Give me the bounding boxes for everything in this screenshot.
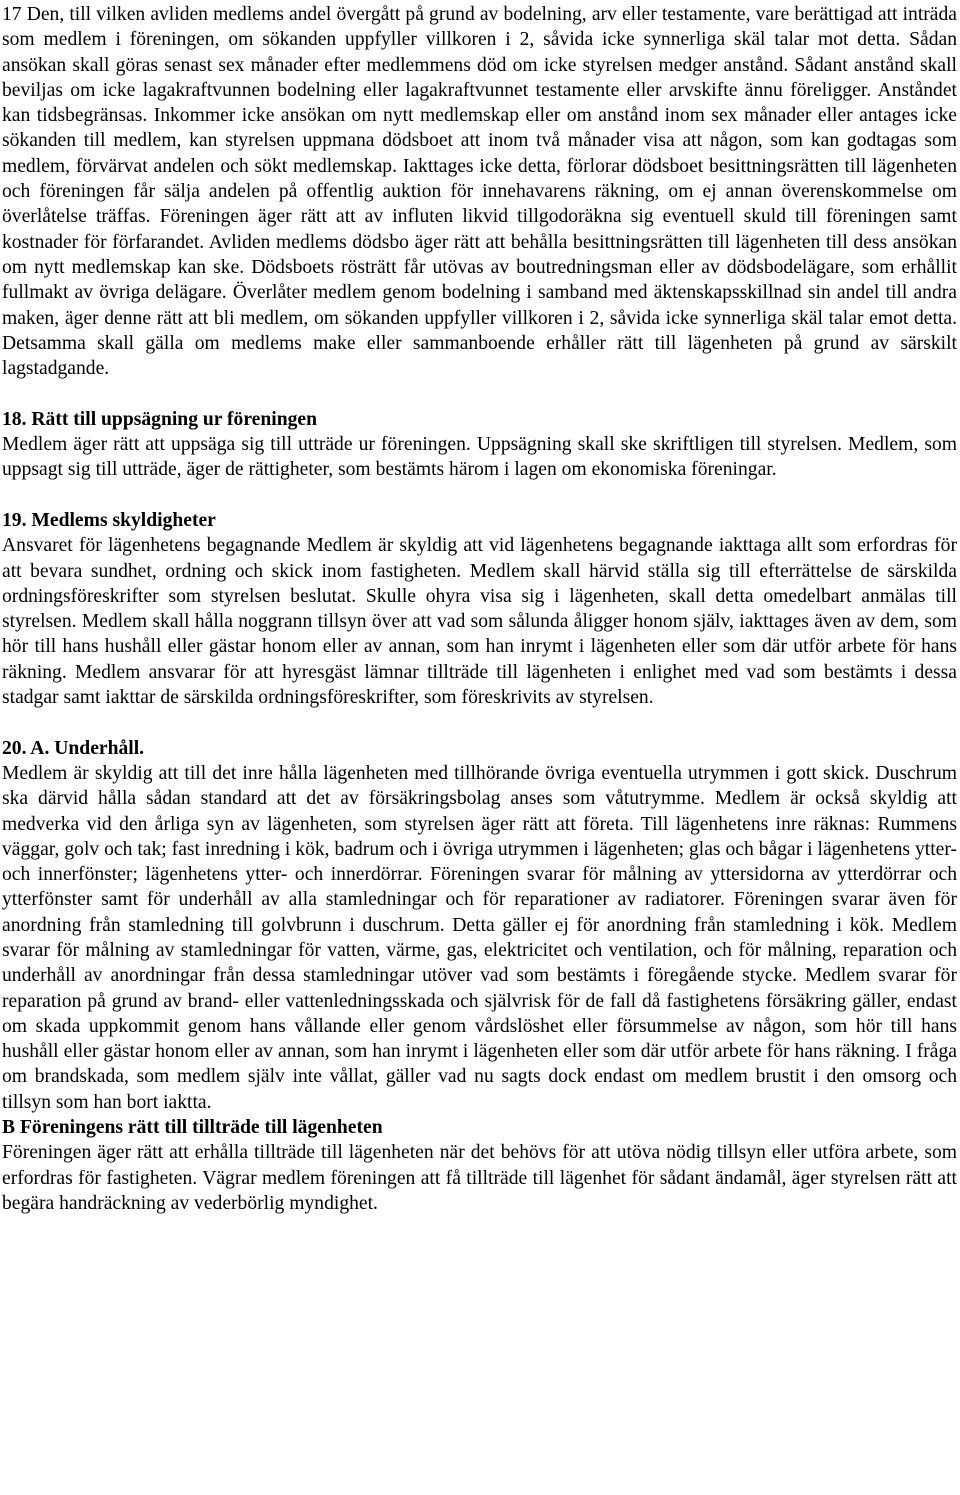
section-20b-heading: B Föreningens rätt till tillträde till lägenheten [2,1117,383,1139]
section-20a-heading: 20. A. Underhåll. [2,737,145,759]
section-17-paragraph: 17 Den, till vilken avliden medlems andel övergått på grund av bodelning, arv eller testamente, vare berättigad att inträda som medlem i föreningen, om sökanden uppfyller villkoren i 2, såvida icke synnerliga skäl talar mot detta. Sådan ansökan skall göras senast sex månader efter medlemmens död om icke styrelsen medger anstånd. Sådant anstånd skall beviljas om icke lagakraftvunnen bodelning eller lagakraftvunnet testamente eller arvskifte ännu föreligger. Anståndet kan tidsbegränsas. Inkommer icke ansökan om nytt medlemskap eller om anstånd inom sex månader eller antages icke sökanden till medlem, kan styrelsen uppmana dödsboet att inom två månader visa att någon, som kan godtagas som medlem, förvärvat andelen och sökt medlemskap. Iakttages icke detta, förlorar dödsboet besittningsrätten till lägenheten och föreningen får sälja andelen på offentlig auktion för innehavarens räkning, om ej annan överenskommelse om överlåtelse träffas. Föreningen äger rätt att av influten likvid tillgodoräkna sig eventuell skuld till föreningen samt kostnader för förfarandet. Avliden medlems dödsbo äger rätt att behålla besittningsrätten till lägenheten till dess ansökan om nytt medlemskap kan ske. Dödsboets rösträtt får utövas av boutredningsman eller av dödsbodelägare, som erhållit fullmakt av övriga delägare. Överlåter medlem genom bodelning i samband med äktenskapsskillnad sin andel till andra maken, äger denne rätt att bli medlem, om sökanden uppfyller villkoren i 2, såvida icke synnerliga skäl talar emot detta. Detsamma skall gälla om medlems make eller sammanboende erhåller rätt till lägenheten på grund av särskilt lagstadgande. [2,4,957,380]
section-20b-paragraph: Föreningen äger rätt att erhålla tillträde till lägenheten när det behövs för att utöva nödig tillsyn eller utföra arbete, som erfordras för fastigheten. Vägrar medlem föreningen att få tillträde till lägenhet för sådant ändamål, äger styrelsen rätt att begära handräckning av vederbörlig myndighet. [2,1142,957,1214]
section-20a-paragraph: Medlem är skyldig att till det inre hålla lägenheten med tillhörande övriga eventuella utrymmen i gott skick. Duschrum ska därvid hålla sådan standard att det av försäkringsbolag anses som våtutrymme. Medlem är också skyldig att medverka vid den årliga syn av lägenheten, som styrelsen äger rätt att företa. Till lägenhetens inre räknas: Rummens väggar, golv och tak; fast inredning i kök, badrum och i övriga utrymmen i lägenheten; glas och bågar i lägenhetens ytter- och innerfönster; lägenhetens ytter- och innerdörrar. Föreningen svarar för målning av yttersidorna av ytterdörrar och ytterfönster samt för underhåll av alla stamledningar och för reparationer av radiatorer. Föreningen svarar även för anordning från stamledning till golvbrunn i duschrum. Detta gäller ej för anordning från stamledning i kök. Medlem svarar för målning av stamledningar för vatten, värme, gas, elektricitet och ventilation, och för målning, reparation och underhåll av anordningar från dessa stamledningar utöver vad som bestämts i föregående stycke. Medlem svarar för reparation på grund av brand- eller vattenledningsskada och självrisk för de fall då fastighetens försäkring gäller, endast om skada uppkommit genom hans vållande eller genom vårdslöshet eller försummelse av någon, som hör till hans hushåll eller gästar honom eller av annan, som han inrymt i lägenheten eller som där utför arbete för hans räkning. I fråga om brandskada, som medlem själv inte vållat, gäller vad nu sagts dock endast om medlem brustit i den omsorg och tillsyn som han bort iaktta. [2,762,957,1113]
section-19-heading: 19. Medlems skyldigheter [2,509,216,531]
section-19-paragraph: Ansvaret för lägenhetens begagnande Medlem är skyldig att vid lägenhetens begagnande iakttaga allt som erfordras för att bevara sundhet, ordning och skick inom fastigheten. Medlem skall härvid ställa sig till efterrättelse de särskilda ordningsföreskrifter som styrelsen beslutat. Skulle ohyra visa sig i lägenheten, skall detta omedelbart anmälas till styrelsen. Medlem skall hålla noggrann tillsyn över att vad som sålunda åligger honom själv, iakttages även av dem, som hör till hans hushåll eller gästar honom eller av annan, som han inrymt i lägenheten eller som där utför arbete för hans räkning. Medlem ansvarar för att hyresgäst lämnar tillträde till lägenheten i enlighet med vad som bestämts i dessa stadgar samt iakttar de särskilda ordningsföreskrifter, som föreskrivits av styrelsen. [2,535,957,709]
section-18-paragraph: Medlem äger rätt att uppsäga sig till utträde ur föreningen. Uppsägning skall ske skriftligen till styrelsen. Medlem, som uppsagt sig till utträde, äger de rättigheter, som bestämts härom i lagen om ekonomiska föreningar. [2,434,957,481]
section-18-heading: 18. Rätt till uppsägning ur föreningen [2,408,318,430]
section-spacer [2,381,957,406]
section-spacer [2,483,957,508]
section-spacer [2,710,957,735]
